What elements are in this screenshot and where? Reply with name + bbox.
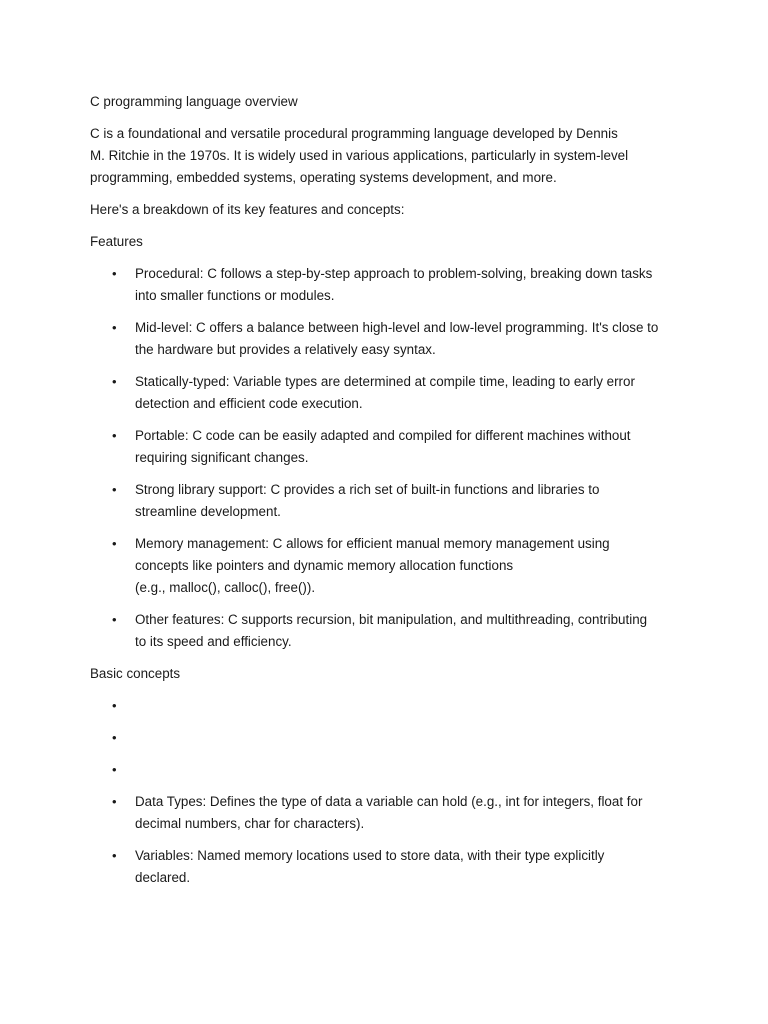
list-item — [90, 317, 690, 361]
intro-paragraph — [90, 123, 690, 189]
list-item — [90, 425, 690, 469]
list-item-line: the hardware but provides a relatively easy syntax. — [135, 342, 436, 357]
list-item — [90, 533, 690, 599]
list-item-line: to its speed and efficiency. — [135, 634, 292, 649]
list-item — [90, 727, 690, 749]
list-item — [90, 791, 690, 835]
list-item — [90, 845, 690, 889]
list-item — [90, 371, 690, 415]
list-item-line: into smaller functions or modules. — [135, 288, 335, 303]
breakdown-paragraph: Here's a breakdown of its key features and concepts: — [90, 202, 405, 217]
list-item-line: concepts like pointers and dynamic memory allocation functions — [135, 558, 514, 573]
list-item-line: • Data Types: Defines the type of data a variable can hold (e.g., int for integers, float for — [135, 794, 643, 809]
basic-concepts-heading: Basic concepts — [90, 666, 181, 681]
list-item-line: • Procedural: C follows a step-by-step approach to problem-solving, breaking down tasks — [135, 266, 653, 281]
intro-line: C is a foundational and versatile procedural programming language developed by Dennis — [90, 126, 618, 141]
list-item-line: • Variables: Named memory locations used to store data, with their type explicitly — [135, 848, 605, 863]
list-item-line: streamline development. — [135, 504, 281, 519]
list-item-line: decimal numbers, char for characters). — [135, 816, 365, 831]
list-item-line: • Statically-typed: Variable types are determined at compile time, leading to early error — [135, 374, 635, 389]
document-page — [90, 91, 690, 899]
list-item — [90, 609, 690, 653]
intro-line: M. Ritchie in the 1970s. It is widely used in various applications, particularly in system-level — [90, 148, 629, 163]
document-title: C programming language overview — [90, 94, 298, 109]
list-item-line: • Memory management: C allows for efficient manual memory management using — [135, 536, 610, 551]
list-item-line: • Strong library support: C provides a rich set of built-in functions and libraries to — [135, 482, 600, 497]
intro-line: programming, embedded systems, operating systems development, and more. — [90, 170, 557, 185]
list-item — [90, 479, 690, 523]
list-item — [90, 263, 690, 307]
list-item — [90, 695, 690, 717]
list-item-line: • Other features: C supports recursion, bit manipulation, and multithreading, contributing — [135, 612, 648, 627]
list-item-line: detection and efficient code execution. — [135, 396, 363, 411]
list-item-line: (e.g., malloc(), calloc(), free()). — [135, 580, 316, 595]
list-item-line: requiring significant changes. — [135, 450, 309, 465]
list-item-line: declared. — [135, 870, 191, 885]
list-item-line: • Portable: C code can be easily adapted and compiled for different machines without — [135, 428, 631, 443]
basic-concepts-list — [90, 695, 690, 889]
features-heading: Features — [90, 234, 143, 249]
features-list — [90, 263, 690, 653]
list-item-line: • Mid-level: C offers a balance between high-level and low-level programming. It's close to — [135, 320, 659, 335]
list-item — [90, 759, 690, 781]
